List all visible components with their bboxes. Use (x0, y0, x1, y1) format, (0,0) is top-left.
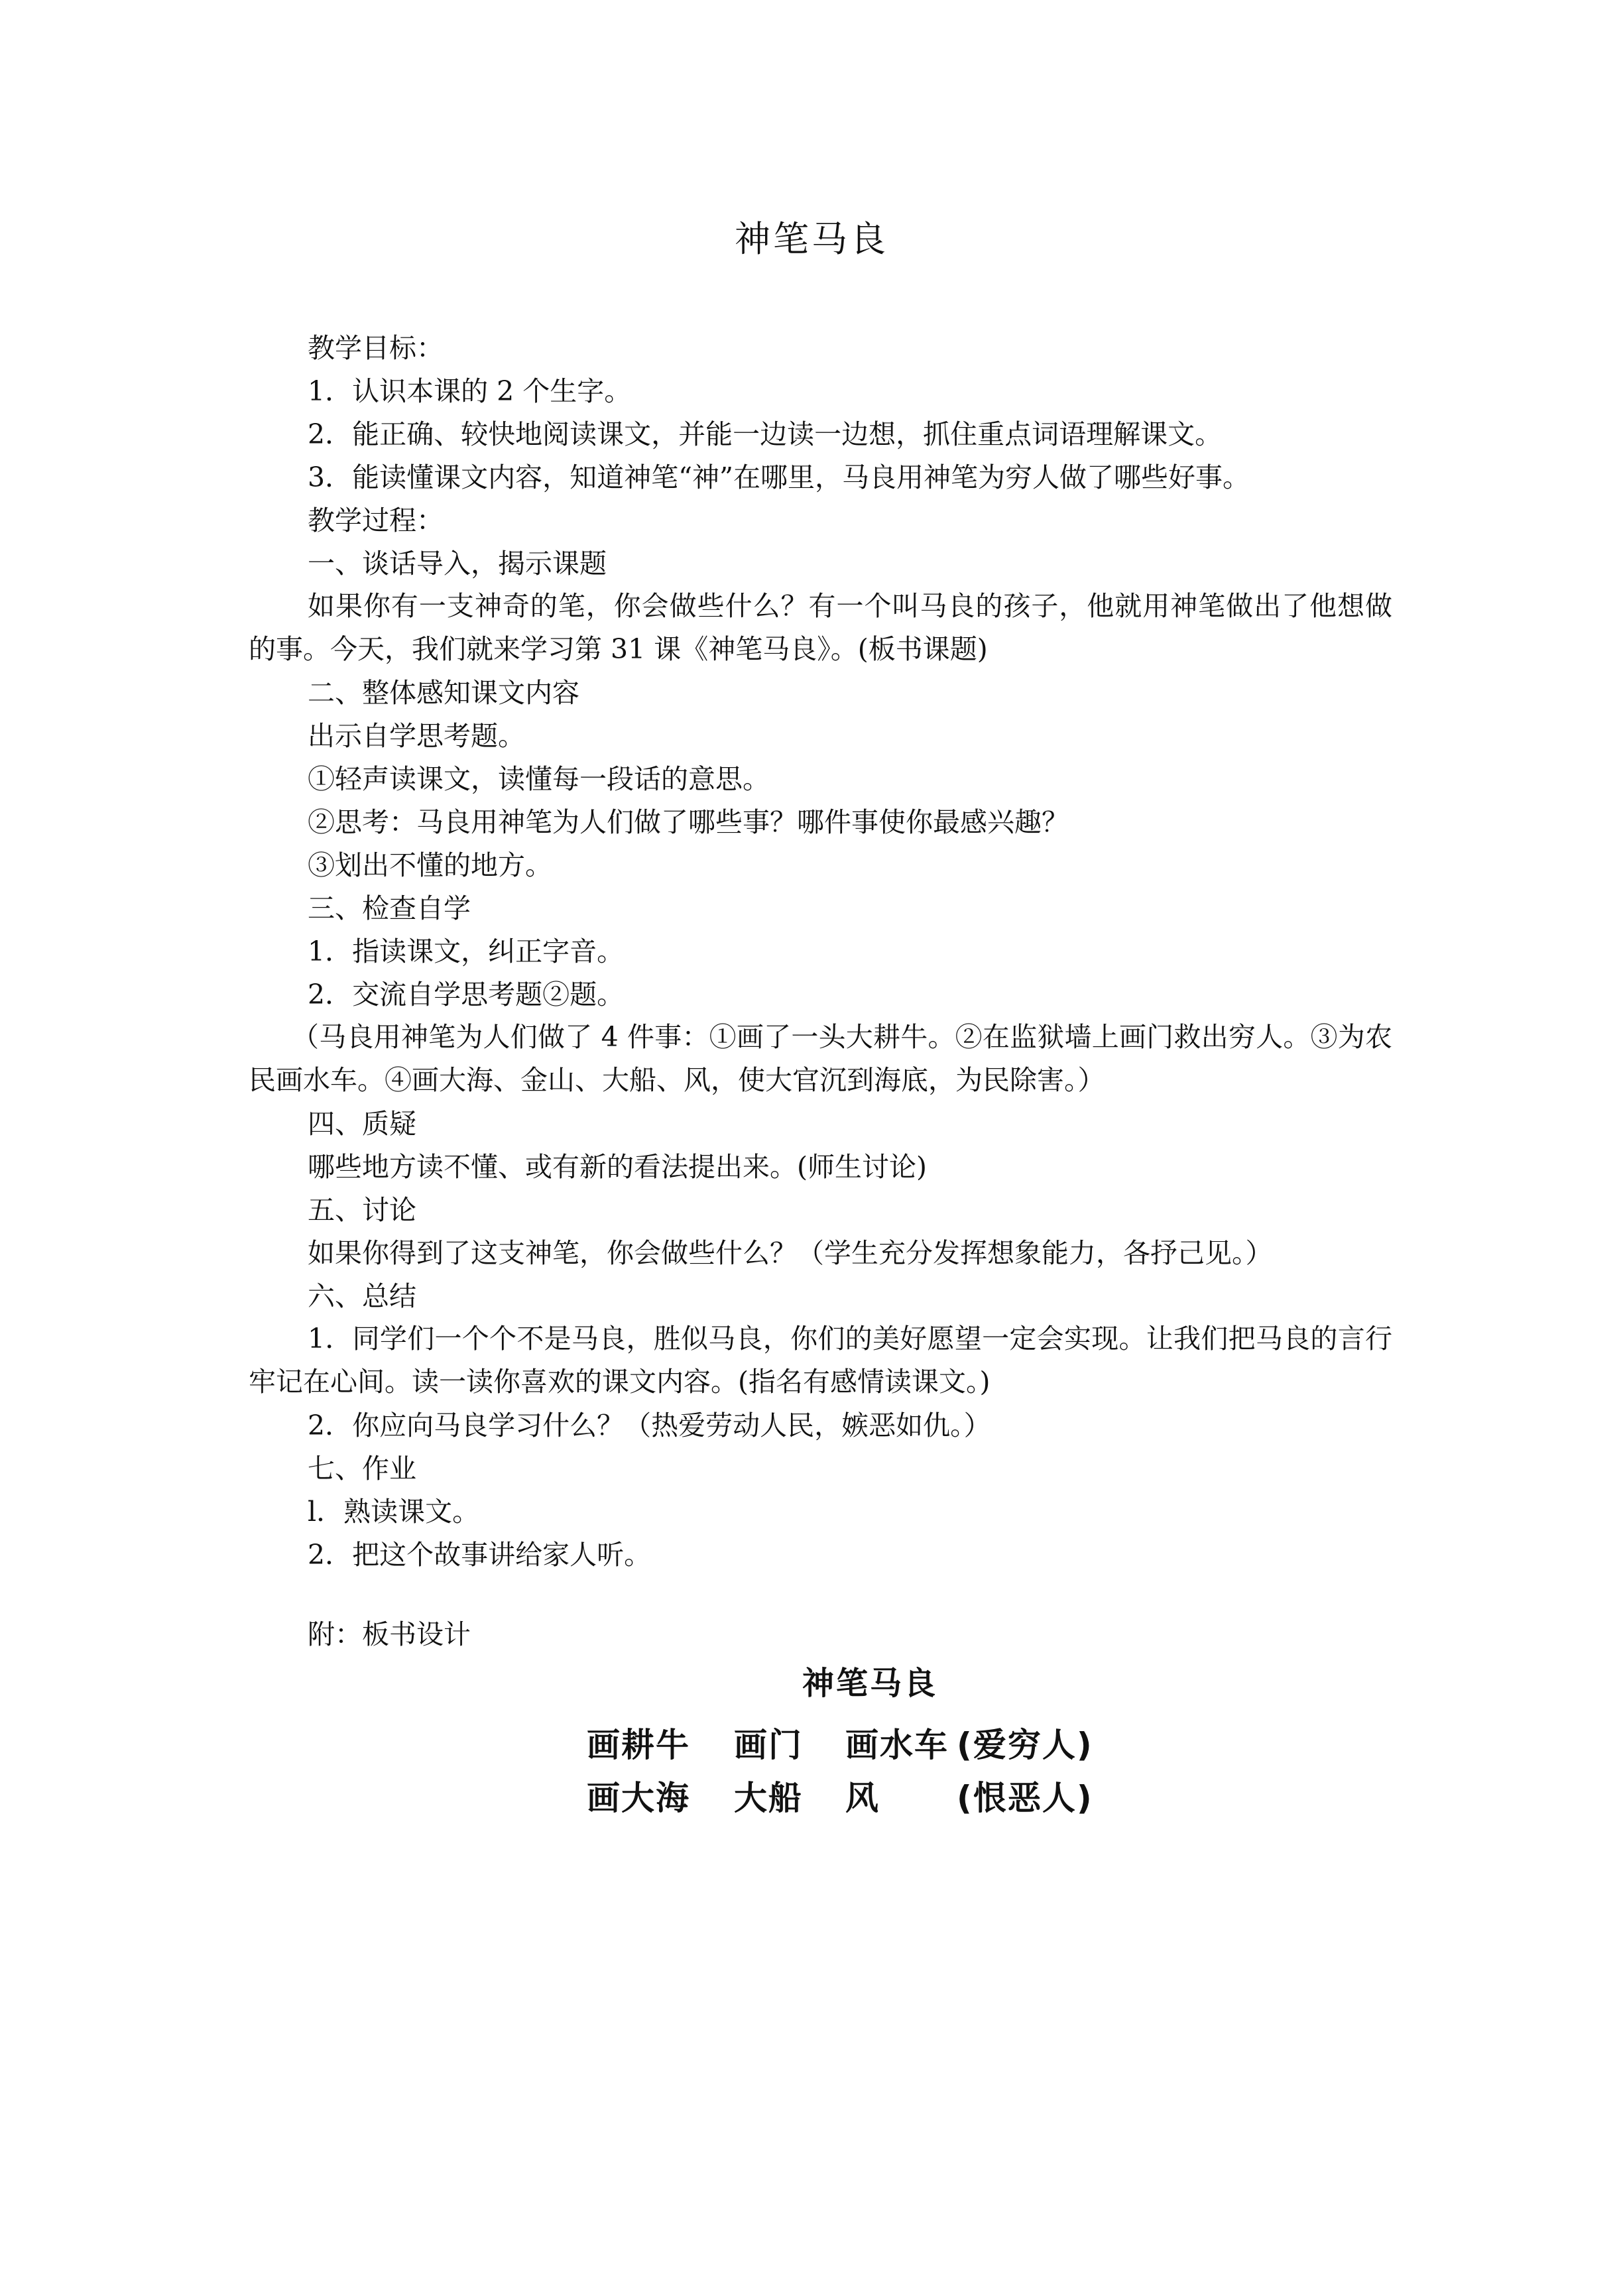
objective-item: 2．能正确、较快地阅读课文，并能一边读一边想，抓住重点词语理解课文。 (308, 418, 1223, 450)
list-item: 2．交流自学思考题②题。 (308, 979, 625, 1010)
list-item: ①轻声读课文，读懂每一段话的意思。 (308, 763, 770, 795)
page-title: 神笔马良 (735, 218, 888, 260)
list-item: 1．指读课文，纠正字音。 (308, 936, 625, 967)
section-paragraph: （马良用神笔为人们做了 4 件事：①画了一头大耕牛。②在监狱墙上画门救出穷人。③为农民画水车。④画大海、金山、大船、风，使大官沉到海底，为民除害。） (249, 1021, 1392, 1096)
section-text: 哪些地方读不懂、或有新的看法提出来。(师生讨论) (308, 1151, 927, 1183)
list-item: l．熟读课文。 (308, 1496, 480, 1528)
board-cell: (爱穷人) (957, 1726, 1093, 1764)
board-cell: (恨恶人) (957, 1779, 1093, 1817)
objective-item: 3．能读懂课文内容，知道神笔“神”在哪里，马良用神笔为穷人做了哪些好事。 (308, 461, 1250, 493)
board-cell: 画耕牛 (587, 1726, 690, 1764)
section-heading: 四、质疑 (308, 1108, 416, 1140)
section-heading: 一、谈话导入，揭示课题 (308, 548, 607, 579)
section-heading: 七、作业 (308, 1453, 416, 1484)
board-cell: 风 (845, 1779, 880, 1817)
board-row (587, 1772, 1093, 1819)
list-item: ③划出不懂的地方。 (308, 849, 552, 881)
section-paragraph: 1．同学们一个个不是马良，胜似马良，你们的美好愿望一定会实现。让我们把马良的言行牢记在心间。读一读你喜欢的课文内容。(指名有感情读课文。) (249, 1323, 1392, 1398)
list-item: 2．把这个故事讲给家人听。 (308, 1539, 652, 1571)
process-heading: 教学过程： (308, 505, 444, 536)
section-heading: 二、整体感知课文内容 (308, 677, 579, 709)
appendix-label: 附：板书设计 (308, 1618, 471, 1650)
board-title: 神笔马良 (802, 1665, 938, 1702)
board-cell: 画大海 (587, 1779, 690, 1817)
objective-item: 1．认识本课的 2 个生字。 (308, 375, 632, 407)
section-heading: 三、检查自学 (308, 892, 471, 924)
section-text: 出示自学思考题。 (308, 720, 525, 752)
section-text: 如果你得到了这支神笔，你会做些什么？（学生充分发挥想象能力，各抒己见。） (308, 1237, 1273, 1269)
board-cell: 画门 (734, 1726, 803, 1764)
section-paragraph: 如果你有一支神奇的笔，你会做些什么？有一个叫马良的孩子，他就用神笔做出了他想做的事。今天，我们就来学习第 31 课《神笔马良》。(板书课题) (249, 590, 1392, 665)
board-cell: 画水车 (845, 1726, 949, 1764)
board-cell: 大船 (734, 1779, 803, 1817)
section-heading: 六、总结 (308, 1280, 416, 1312)
section-heading: 五、讨论 (308, 1194, 416, 1226)
section-text: 2．你应向马良学习什么？（热爱劳动人民，嫉恶如仇。） (308, 1410, 991, 1441)
list-item: ②思考：马良用神笔为人们做了哪些事？哪件事使你最感兴趣？ (308, 806, 1069, 838)
board-row (587, 1719, 1093, 1766)
objectives-heading: 教学目标： (308, 332, 444, 364)
